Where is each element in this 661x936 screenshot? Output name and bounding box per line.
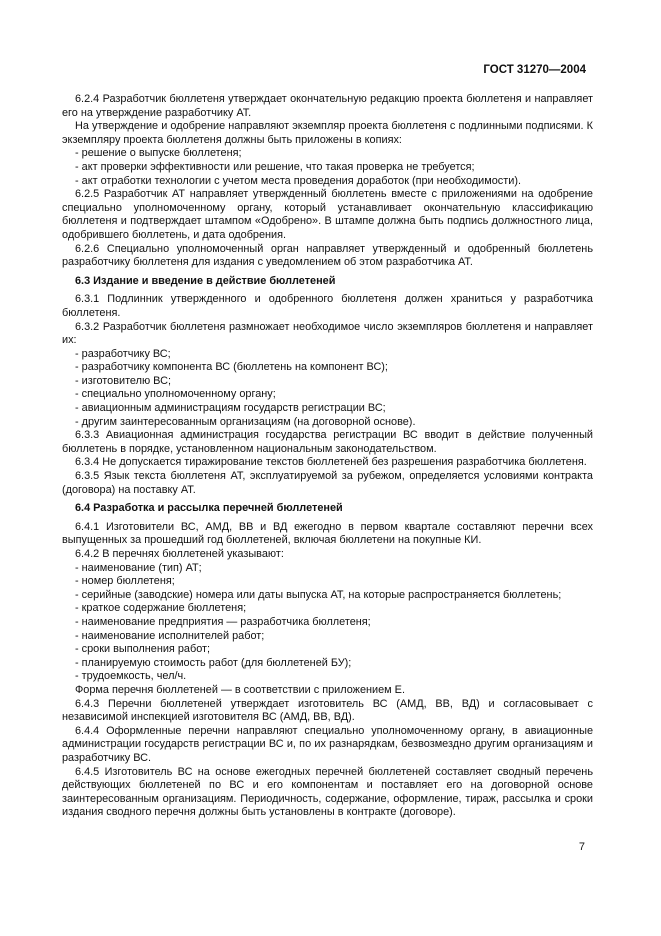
paragraph: На утверждение и одобрение направляют экземпляр проекта бюллетеня с подлинными подписями. К экземпляру проекта бюллетеня должны быть приложены в копиях: bbox=[62, 120, 593, 146]
list-item: - акт отработки технологии с учетом места проведения доработок (при необходимости). bbox=[75, 174, 521, 187]
section-heading: 6.4 Разработка и рассылка перечней бюллетеней bbox=[75, 502, 343, 515]
paragraph: 6.3.5 Язык текста бюллетеня АТ, эксплуатируемой за рубежом, определяется условиями контракта (договора) на поставку АТ. bbox=[62, 470, 593, 496]
list-item: - авиационным администрациям государств регистрации ВС; bbox=[75, 402, 386, 415]
paragraph: Форма перечня бюллетеней — в соответствии с приложением Е. bbox=[75, 683, 405, 696]
paragraph: 6.4.2 В перечнях бюллетеней указывают: bbox=[75, 548, 284, 560]
paragraph: 6.2.5 Разработчик АТ направляет утвержденный бюллетень вместе с приложениями на одобрение специально уполномоченному органу, который устанавливает окончательную классификацию бюллетеня и подтверждает штампом «Одобрено». В штампе должна быть подпись должностного лица, одобрившего бюллетень, и дата одобрения. bbox=[62, 188, 593, 241]
paragraph: 6.2.6 Специально уполномоченный орган направляет утвержденный и одобренный бюллетень разработчику бюллетеня для издания с уведомлением об этом разработчика АТ. bbox=[62, 242, 593, 269]
list-item: - решение о выпуске бюллетеня; bbox=[75, 147, 242, 160]
list-item: - серийные (заводские) номера или даты выпуска АТ, на которые распространяется бюллетень; bbox=[75, 588, 562, 601]
list-item: - наименование исполнителей работ; bbox=[75, 629, 265, 642]
list-item: - номер бюллетеня; bbox=[75, 575, 175, 588]
paragraph: 6.4.5 Изготовитель ВС на основе ежегодных перечней бюллетеней составляет сводный перечень действующих бюллетеней по ВС и его компонентам и поставляет его на договорной основе заинтересованным организациям. Периодичность, содержание, оформление, тираж, рассылка и сроки издания сводного перечня должны быть установлены в контракте (договоре). bbox=[62, 765, 593, 819]
list-item: - краткое содержание бюллетеня; bbox=[75, 602, 247, 615]
list-item: - планируемую стоимость работ (для бюллетеней БУ); bbox=[75, 656, 352, 669]
list-item: - наименование (тип) АТ; bbox=[75, 561, 202, 574]
document-header: ГОСТ 31270—2004 bbox=[483, 64, 586, 76]
list-item: - специально уполномоченному органу; bbox=[75, 388, 276, 401]
paragraph: 6.3.1 Подлинник утвержденного и одобренного бюллетеня должен храниться у разработчика бюллетеня. bbox=[62, 293, 593, 319]
paragraph: 6.3.2 Разработчик бюллетеня размножает необходимое число экземпляров бюллетеня и направляет их: bbox=[62, 320, 593, 347]
section-heading: 6.3 Издание и введение в действие бюллетеней bbox=[75, 274, 336, 287]
paragraph: 6.2.4 Разработчик бюллетеня утверждает окончательную редакцию проекта бюллетеня и направляет его на утверждение разработчику АТ. bbox=[62, 93, 593, 119]
paragraph: 6.4.1 Изготовители ВС, АМД, ВВ и ВД ежегодно в первом квартале составляют перечни всех выпущенных за прошедший год бюллетеней, включая бюллетени на покупные КИ. bbox=[62, 520, 593, 547]
list-item: - сроки выполнения работ; bbox=[75, 643, 211, 656]
document-body bbox=[62, 93, 593, 820]
list-item: - наименование предприятия — разработчика бюллетеня; bbox=[75, 615, 371, 628]
list-item: - разработчику компонента ВС (бюллетень на компонент ВС); bbox=[75, 361, 388, 374]
list-item: - акт проверки эффективности или решение, что такая проверка не требуется; bbox=[75, 160, 475, 173]
paragraph: 6.4.3 Перечни бюллетеней утверждает изготовитель ВС (АМД, ВВ, ВД) и согласовывает с независимой инспекцией изготовителя ВС (АМД, ВВ, ВД). bbox=[62, 697, 593, 724]
list-item: - трудоемкость, чел/ч. bbox=[75, 670, 187, 683]
list-item: - другим заинтересованным организациям (на договорной основе). bbox=[75, 415, 416, 428]
page-number: 7 bbox=[578, 841, 585, 853]
paragraph: 6.3.4 Не допускается тиражирование текстов бюллетеней без разрешения разработчика бюллетеня. bbox=[75, 456, 587, 469]
list-item: - разработчику ВС; bbox=[75, 347, 171, 360]
list-item: - изготовителю ВС; bbox=[75, 374, 171, 387]
paragraph: 6.3.3 Авиационная администрация государства регистрации ВС вводит в действие полученный бюллетень в порядке, установленном национальным законодательством. bbox=[62, 429, 593, 455]
paragraph: 6.4.4 Оформленные перечни направляют специально уполномоченному органу, в авиационные администрации государств регистрации ВС и, по их разнарядкам, безвозмездно другим организациям и разработчику ВС. bbox=[62, 724, 593, 764]
